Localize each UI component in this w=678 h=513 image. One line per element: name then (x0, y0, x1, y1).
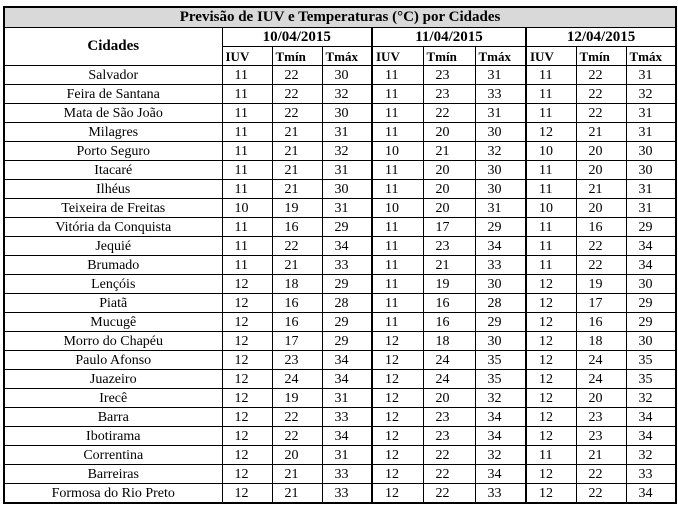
table-row (4, 294, 676, 313)
iuv-cell: 12 (526, 484, 576, 504)
iuv-cell: 11 (526, 256, 576, 275)
tmax-cell: 32 (626, 85, 676, 104)
table-row (4, 370, 676, 389)
tmin-cell: 22 (272, 66, 322, 85)
tmax-cell: 33 (475, 256, 526, 275)
tmax-cell: 30 (475, 275, 526, 294)
tmin-cell: 22 (576, 237, 626, 256)
table-row (4, 123, 676, 142)
date-header-2: 11/04/2015 (372, 28, 526, 47)
city-cell: Formosa do Rio Preto (4, 484, 222, 504)
tmax-cell: 31 (475, 66, 526, 85)
tmax-cell: 34 (626, 256, 676, 275)
table-row (4, 332, 676, 351)
subheader-tmin: Tmín (272, 47, 322, 66)
tmax-cell: 30 (475, 180, 526, 199)
tmax-cell: 33 (322, 465, 372, 484)
table-row (4, 446, 676, 465)
tmin-cell: 21 (576, 446, 626, 465)
iuv-cell: 12 (526, 370, 576, 389)
tmax-cell: 33 (322, 408, 372, 427)
tmin-cell: 20 (423, 123, 475, 142)
table-row (4, 465, 676, 484)
tmin-cell: 21 (272, 484, 322, 504)
city-cell: Piatã (4, 294, 222, 313)
tmax-cell: 34 (322, 370, 372, 389)
tmin-cell: 22 (576, 66, 626, 85)
date-header-1: 10/04/2015 (222, 28, 372, 47)
tmin-cell: 21 (272, 256, 322, 275)
iuv-cell: 12 (222, 484, 272, 504)
iuv-cell: 11 (222, 123, 272, 142)
tmax-cell: 29 (626, 294, 676, 313)
city-cell: Brumado (4, 256, 222, 275)
city-cell: Jequié (4, 237, 222, 256)
iuv-cell: 12 (526, 465, 576, 484)
iuv-cell: 11 (222, 161, 272, 180)
tmin-cell: 23 (423, 85, 475, 104)
tmin-cell: 21 (272, 161, 322, 180)
iuv-cell: 11 (222, 142, 272, 161)
iuv-cell: 11 (222, 180, 272, 199)
tmin-cell: 23 (423, 427, 475, 446)
iuv-cell: 11 (526, 218, 576, 237)
iuv-cell: 10 (526, 199, 576, 218)
subheader-tmax: Tmáx (475, 47, 526, 66)
iuv-cell: 12 (372, 408, 423, 427)
iuv-cell: 11 (372, 123, 423, 142)
tmax-cell: 34 (322, 351, 372, 370)
iuv-cell: 11 (526, 104, 576, 123)
iuv-cell: 10 (222, 199, 272, 218)
tmin-cell: 23 (423, 66, 475, 85)
city-cell: Irecê (4, 389, 222, 408)
city-cell: Juazeiro (4, 370, 222, 389)
tmin-cell: 16 (423, 294, 475, 313)
tmin-cell: 24 (423, 370, 475, 389)
city-cell: Barra (4, 408, 222, 427)
city-cell: Mata de São João (4, 104, 222, 123)
tmax-cell: 30 (475, 332, 526, 351)
tmin-cell: 16 (272, 218, 322, 237)
iuv-cell: 10 (526, 142, 576, 161)
tmin-cell: 22 (576, 85, 626, 104)
city-cell: Paulo Afonso (4, 351, 222, 370)
tmax-cell: 34 (475, 408, 526, 427)
iuv-cell: 12 (222, 408, 272, 427)
tmax-cell: 34 (626, 427, 676, 446)
tmin-cell: 21 (272, 465, 322, 484)
tmax-cell: 31 (626, 180, 676, 199)
tmin-cell: 22 (423, 446, 475, 465)
table-row (4, 484, 676, 504)
tmax-cell: 35 (475, 351, 526, 370)
tmin-cell: 21 (423, 142, 475, 161)
iuv-cell: 12 (222, 389, 272, 408)
table-row (4, 275, 676, 294)
tmin-cell: 19 (576, 275, 626, 294)
tmin-cell: 24 (576, 370, 626, 389)
tmin-cell: 20 (423, 199, 475, 218)
iuv-cell: 12 (222, 275, 272, 294)
table-row (4, 389, 676, 408)
tmin-cell: 16 (272, 313, 322, 332)
city-cell: Ibotirama (4, 427, 222, 446)
tmax-cell: 30 (475, 161, 526, 180)
city-cell: Barreiras (4, 465, 222, 484)
iuv-cell: 12 (372, 351, 423, 370)
tmax-cell: 30 (322, 66, 372, 85)
iuv-cell: 12 (372, 427, 423, 446)
tmax-cell: 32 (626, 446, 676, 465)
subheader-tmin: Tmín (423, 47, 475, 66)
tmin-cell: 18 (272, 275, 322, 294)
tmax-cell: 31 (626, 123, 676, 142)
tmax-cell: 32 (322, 142, 372, 161)
tmax-cell: 32 (475, 446, 526, 465)
iuv-cell: 11 (372, 161, 423, 180)
tmin-cell: 18 (576, 332, 626, 351)
iuv-cell: 12 (526, 427, 576, 446)
iuv-cell: 12 (526, 123, 576, 142)
tmin-cell: 23 (423, 237, 475, 256)
iuv-cell: 11 (372, 256, 423, 275)
iuv-cell: 12 (526, 275, 576, 294)
table-row (4, 218, 676, 237)
iuv-cell: 12 (222, 446, 272, 465)
tmin-cell: 21 (272, 142, 322, 161)
tmin-cell: 22 (272, 85, 322, 104)
iuv-cell: 12 (526, 332, 576, 351)
iuv-cell: 12 (372, 446, 423, 465)
tmax-cell: 31 (626, 199, 676, 218)
tmin-cell: 23 (423, 408, 475, 427)
iuv-cell: 12 (222, 427, 272, 446)
tmax-cell: 35 (626, 370, 676, 389)
tmin-cell: 19 (272, 389, 322, 408)
iuv-cell: 12 (372, 389, 423, 408)
iuv-cell: 11 (222, 85, 272, 104)
iuv-cell: 11 (526, 180, 576, 199)
tmax-cell: 33 (475, 484, 526, 504)
city-cell: Morro do Chapéu (4, 332, 222, 351)
tmin-cell: 20 (576, 161, 626, 180)
tmax-cell: 31 (626, 104, 676, 123)
tmax-cell: 31 (322, 389, 372, 408)
forecast-table-container (3, 6, 677, 504)
table-row (4, 408, 676, 427)
tmax-cell: 29 (322, 275, 372, 294)
iuv-cell: 12 (222, 370, 272, 389)
iuv-cell: 11 (526, 85, 576, 104)
tmax-cell: 29 (626, 313, 676, 332)
tmax-cell: 31 (475, 104, 526, 123)
iuv-cell: 12 (222, 332, 272, 351)
tmax-cell: 34 (322, 427, 372, 446)
iuv-cell: 11 (372, 313, 423, 332)
tmax-cell: 33 (322, 484, 372, 504)
table-row (4, 427, 676, 446)
table-row (4, 199, 676, 218)
tmin-cell: 24 (423, 351, 475, 370)
tmin-cell: 20 (576, 199, 626, 218)
tmin-cell: 18 (423, 332, 475, 351)
iuv-cell: 11 (372, 85, 423, 104)
tmin-cell: 22 (423, 104, 475, 123)
tmin-cell: 21 (272, 180, 322, 199)
tmax-cell: 34 (475, 237, 526, 256)
iuv-cell: 11 (372, 66, 423, 85)
iuv-cell: 12 (372, 370, 423, 389)
tmin-cell: 22 (272, 237, 322, 256)
tmax-cell: 31 (322, 123, 372, 142)
iuv-cell: 11 (372, 218, 423, 237)
iuv-cell: 11 (526, 446, 576, 465)
iuv-cell: 11 (526, 161, 576, 180)
tmax-cell: 30 (626, 161, 676, 180)
tmax-cell: 29 (626, 218, 676, 237)
city-cell: Itacaré (4, 161, 222, 180)
iuv-cell: 12 (526, 351, 576, 370)
iuv-cell: 10 (372, 142, 423, 161)
table-row (4, 161, 676, 180)
tmax-cell: 29 (322, 313, 372, 332)
iuv-cell: 12 (372, 465, 423, 484)
tmin-cell: 22 (272, 427, 322, 446)
city-cell: Teixeira de Freitas (4, 199, 222, 218)
city-cell: Milagres (4, 123, 222, 142)
iuv-cell: 12 (372, 484, 423, 504)
table-row (4, 351, 676, 370)
tmin-cell: 24 (272, 370, 322, 389)
city-cell: Porto Seguro (4, 142, 222, 161)
tmin-cell: 23 (576, 408, 626, 427)
city-cell: Mucugê (4, 313, 222, 332)
tmin-cell: 20 (423, 161, 475, 180)
tmin-cell: 17 (576, 294, 626, 313)
tmax-cell: 30 (626, 332, 676, 351)
tmin-cell: 24 (576, 351, 626, 370)
tmax-cell: 31 (322, 199, 372, 218)
tmax-cell: 28 (475, 294, 526, 313)
iuv-cell: 11 (372, 294, 423, 313)
iuv-cell: 12 (526, 294, 576, 313)
tmax-cell: 30 (626, 275, 676, 294)
table-body (4, 66, 676, 504)
tmin-cell: 20 (272, 446, 322, 465)
tmax-cell: 30 (322, 180, 372, 199)
iuv-cell: 10 (372, 199, 423, 218)
table-row (4, 313, 676, 332)
tmax-cell: 30 (322, 104, 372, 123)
iuv-cell: 12 (222, 465, 272, 484)
subheader-iuv: IUV (222, 47, 272, 66)
tmin-cell: 19 (423, 275, 475, 294)
subheader-tmax: Tmáx (626, 47, 676, 66)
tmax-cell: 34 (475, 465, 526, 484)
tmax-cell: 31 (322, 161, 372, 180)
tmax-cell: 33 (322, 256, 372, 275)
subheader-iuv: IUV (526, 47, 576, 66)
tmax-cell: 33 (475, 85, 526, 104)
iuv-cell: 11 (372, 275, 423, 294)
subheader-iuv: IUV (372, 47, 423, 66)
tmax-cell: 30 (475, 123, 526, 142)
tmax-cell: 29 (322, 332, 372, 351)
tmax-cell: 31 (626, 66, 676, 85)
table-row (4, 142, 676, 161)
iuv-cell: 11 (372, 180, 423, 199)
tmin-cell: 22 (272, 104, 322, 123)
tmax-cell: 34 (626, 237, 676, 256)
table-row (4, 180, 676, 199)
city-cell: Feira de Santana (4, 85, 222, 104)
tmax-cell: 35 (475, 370, 526, 389)
tmin-cell: 20 (423, 180, 475, 199)
tmax-cell: 34 (322, 237, 372, 256)
table-row (4, 104, 676, 123)
tmin-cell: 22 (576, 256, 626, 275)
tmin-cell: 20 (576, 142, 626, 161)
tmin-cell: 17 (272, 332, 322, 351)
tmax-cell: 28 (322, 294, 372, 313)
tmin-cell: 21 (423, 256, 475, 275)
tmax-cell: 35 (626, 351, 676, 370)
iuv-cell: 12 (372, 332, 423, 351)
city-cell: Correntina (4, 446, 222, 465)
iuv-cell: 12 (526, 313, 576, 332)
iuv-cell: 11 (222, 256, 272, 275)
iuv-cell: 12 (222, 313, 272, 332)
tmax-cell: 34 (626, 484, 676, 504)
iuv-cell: 11 (372, 104, 423, 123)
tmax-cell: 34 (475, 427, 526, 446)
city-cell: Salvador (4, 66, 222, 85)
tmin-cell: 22 (272, 408, 322, 427)
city-cell: Ilhéus (4, 180, 222, 199)
tmin-cell: 23 (576, 427, 626, 446)
city-cell: Lençóis (4, 275, 222, 294)
tmin-cell: 20 (576, 389, 626, 408)
tmax-cell: 31 (475, 199, 526, 218)
tmin-cell: 22 (576, 104, 626, 123)
city-cell: Vitória da Conquista (4, 218, 222, 237)
tmin-cell: 16 (423, 313, 475, 332)
tmin-cell: 17 (423, 218, 475, 237)
iuv-cell: 11 (526, 237, 576, 256)
table-row (4, 256, 676, 275)
tmax-cell: 34 (626, 408, 676, 427)
table-row (4, 237, 676, 256)
iuv-cell: 12 (222, 351, 272, 370)
tmin-cell: 21 (272, 123, 322, 142)
tmax-cell: 29 (475, 313, 526, 332)
iuv-cell: 11 (222, 66, 272, 85)
iuv-cell: 11 (222, 104, 272, 123)
forecast-table (3, 6, 677, 504)
iuv-cell: 11 (222, 218, 272, 237)
cities-header: Cidades (4, 28, 222, 66)
tmax-cell: 29 (475, 218, 526, 237)
tmax-cell: 32 (475, 389, 526, 408)
table-title: Previsão de IUV e Temperaturas (°C) por Cidades (4, 7, 676, 28)
tmin-cell: 23 (272, 351, 322, 370)
tmax-cell: 32 (475, 142, 526, 161)
iuv-cell: 11 (372, 237, 423, 256)
tmin-cell: 22 (576, 465, 626, 484)
tmin-cell: 19 (272, 199, 322, 218)
tmin-cell: 16 (576, 313, 626, 332)
tmin-cell: 21 (576, 123, 626, 142)
table-row (4, 85, 676, 104)
iuv-cell: 12 (526, 408, 576, 427)
tmax-cell: 33 (626, 465, 676, 484)
tmin-cell: 20 (423, 389, 475, 408)
tmin-cell: 22 (423, 465, 475, 484)
table-row (4, 66, 676, 85)
iuv-cell: 12 (526, 389, 576, 408)
tmax-cell: 29 (322, 218, 372, 237)
iuv-cell: 11 (222, 237, 272, 256)
tmin-cell: 22 (423, 484, 475, 504)
tmin-cell: 16 (272, 294, 322, 313)
tmin-cell: 21 (576, 180, 626, 199)
iuv-cell: 12 (222, 294, 272, 313)
tmax-cell: 32 (322, 85, 372, 104)
tmax-cell: 32 (626, 389, 676, 408)
date-header-3: 12/04/2015 (526, 28, 676, 47)
iuv-cell: 11 (526, 66, 576, 85)
tmin-cell: 16 (576, 218, 626, 237)
tmax-cell: 31 (322, 446, 372, 465)
subheader-tmin: Tmín (576, 47, 626, 66)
tmin-cell: 22 (576, 484, 626, 504)
tmax-cell: 30 (626, 142, 676, 161)
subheader-tmax: Tmáx (322, 47, 372, 66)
